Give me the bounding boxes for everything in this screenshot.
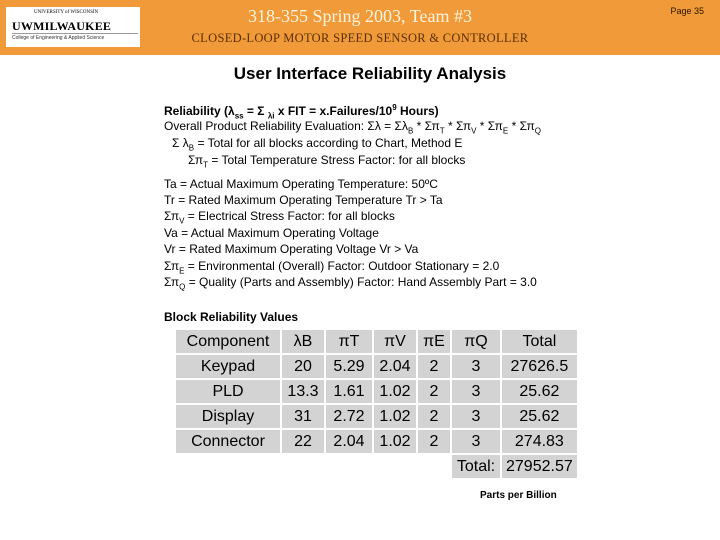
def-text: Σπ <box>164 259 180 273</box>
page-number: Page 35 <box>670 6 704 16</box>
header-pi-e: πE <box>417 329 451 354</box>
table-cell: 1.61 <box>325 379 373 404</box>
def-text: Σπ <box>164 275 180 289</box>
def-sub: V <box>179 216 185 226</box>
formula-text: * Σπ <box>476 119 503 133</box>
def-sub: E <box>179 266 185 276</box>
table-total-row <box>175 454 578 479</box>
table-cell: 1.02 <box>373 429 417 454</box>
block-values-title: Block Reliability Values <box>164 310 299 324</box>
formula-text: Σ λ <box>172 136 189 150</box>
formula-sub: λi <box>267 111 275 121</box>
formula-sub: Q <box>534 126 541 136</box>
pi-t-definition <box>188 153 465 172</box>
table-cell: 3 <box>451 404 501 429</box>
formula-text: Overall Product Reliability Evaluation: Σλ = Σλ <box>164 119 408 133</box>
table-header-row <box>175 329 578 354</box>
table-cell: 3 <box>451 354 501 379</box>
table-cell: 1.02 <box>373 404 417 429</box>
table-cell: 2.72 <box>325 404 373 429</box>
vr-definition: Vr = Rated Maximum Operating Voltage Vr > Va <box>164 242 419 256</box>
formula-sub: B <box>188 143 195 153</box>
logo-line-3: College of Engineering & Applied Science <box>12 35 105 41</box>
table-cell: 2 <box>417 379 451 404</box>
table-empty-cell <box>175 454 451 479</box>
table-cell: PLD <box>175 379 281 404</box>
table-cell: 3 <box>451 429 501 454</box>
header-component: Component <box>175 329 281 354</box>
formula-text: = Total for all blocks according to Chart, Method E <box>194 136 463 150</box>
table-row <box>175 354 578 379</box>
table-cell: 22 <box>281 429 325 454</box>
formula-text: * Σπ <box>413 119 440 133</box>
table-cell: 2 <box>417 354 451 379</box>
formula-text: = Σ <box>243 104 268 118</box>
table-row <box>175 429 578 454</box>
total-value: 27952.57 <box>501 454 578 479</box>
pi-q-definition <box>164 275 537 294</box>
table-cell: 2 <box>417 429 451 454</box>
table-cell: 25.62 <box>501 404 578 429</box>
formula-sub: T <box>439 126 445 136</box>
formula-sub: V <box>471 126 477 136</box>
header-pi-v: πV <box>373 329 417 354</box>
formula-text: Σπ <box>188 153 204 167</box>
va-definition: Va = Actual Maximum Operating Voltage <box>164 226 379 240</box>
formula-text: * Σπ <box>508 119 535 133</box>
table-cell: Keypad <box>175 354 281 379</box>
formula-sup: 9 <box>392 103 397 112</box>
header-lambda-b: λB <box>281 329 325 354</box>
logo-line-1: UNIVERSITY of WISCONSIN <box>34 10 99 15</box>
logo-line-2: UWMILWAUKEE <box>12 19 112 33</box>
course-title: 318-355 Spring 2003, Team #3 <box>248 6 472 26</box>
formula-text: Reliability (λ <box>164 104 235 118</box>
total-label: Total: <box>451 454 501 479</box>
formula-text: = Total Temperature Stress Factor: for all blocks <box>208 153 466 167</box>
table-cell: 2.04 <box>373 354 417 379</box>
table-cell: 3 <box>451 379 501 404</box>
header-pi-t: πT <box>325 329 373 354</box>
table-cell: 13.3 <box>281 379 325 404</box>
table-row <box>175 379 578 404</box>
tr-definition: Tr = Rated Maximum Operating Temperature Tr > Ta <box>164 193 443 207</box>
table-cell: 20 <box>281 354 325 379</box>
header-bar <box>0 0 720 55</box>
formula-text: * Σπ <box>444 119 472 133</box>
project-subtitle: CLOSED-LOOP MOTOR SPEED SENSOR & CONTROLLER <box>191 31 529 45</box>
def-text: = Environmental (Overall) Factor: Outdoor Stationary = 2.0 <box>184 259 500 273</box>
table-cell: 31 <box>281 404 325 429</box>
def-text: = Quality (Parts and Assembly) Factor: Hand Assembly Part = 3.0 <box>185 275 537 289</box>
def-text: Σπ <box>164 209 180 223</box>
ta-definition: Ta = Actual Maximum Operating Temperature: 50ºC <box>164 177 438 191</box>
header-pi-q: πQ <box>451 329 501 354</box>
def-text: = Electrical Stress Factor: for all blocks <box>184 209 395 223</box>
formula-text: Hours) <box>396 104 439 118</box>
table-cell: 2.04 <box>325 429 373 454</box>
block-reliability-table <box>174 328 579 480</box>
table-cell: 27626.5 <box>501 354 578 379</box>
table-cell: 2 <box>417 404 451 429</box>
table-cell: 274.83 <box>501 429 578 454</box>
formula-text: x FIT = x.Failures/10 <box>274 104 393 118</box>
table-cell: Connector <box>175 429 281 454</box>
table-cell: 25.62 <box>501 379 578 404</box>
table-cell: 5.29 <box>325 354 373 379</box>
formula-sub: B <box>407 126 414 136</box>
formula-sub: E <box>502 126 509 136</box>
table-cell: 1.02 <box>373 379 417 404</box>
def-sub: Q <box>179 282 186 292</box>
table-cell: Display <box>175 404 281 429</box>
header-total: Total <box>501 329 578 354</box>
table-row <box>175 404 578 429</box>
slide-title: User Interface Reliability Analysis <box>233 64 507 83</box>
formula-sub: ss <box>234 111 244 121</box>
formula-sub: T <box>203 160 209 170</box>
parts-per-billion-note: Parts per Billion <box>480 490 557 501</box>
